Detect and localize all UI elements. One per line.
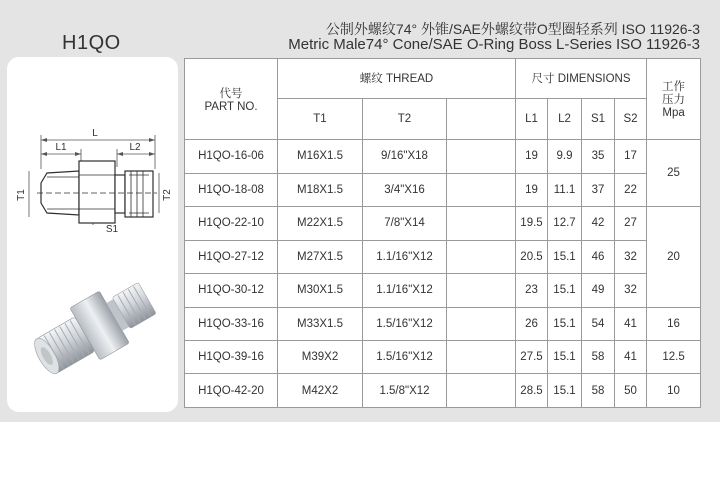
cell-part: H1QO-39-16 (185, 340, 278, 373)
cell-t2: 1.1/16"X12 (363, 240, 447, 273)
cell-t1: M39X2 (278, 340, 363, 373)
cell-s2: 27 (615, 207, 647, 240)
spec-table (184, 58, 701, 408)
product-code-title: H1QO (62, 32, 121, 54)
col-header-t1: T1 (278, 98, 363, 140)
cell-l2: 15.1 (548, 240, 582, 273)
cell-t2: 1.5/16"X12 (363, 307, 447, 340)
cell-t1: M27X1.5 (278, 240, 363, 273)
dim-label-L: L (92, 128, 98, 139)
cell-t2: 7/8"X14 (363, 207, 447, 240)
cell-t2: 1.1/16"X12 (363, 274, 447, 307)
cell-l2: 11.1 (548, 173, 582, 206)
cell-blank (447, 173, 516, 206)
cell-s1: 35 (582, 140, 615, 173)
fitting-drawing (7, 57, 178, 412)
cell-blank (447, 340, 516, 373)
pressure-header-cn2: 压力 (662, 94, 686, 106)
cell-l1: 27.5 (516, 340, 548, 373)
dim-label-L2: L2 (129, 142, 141, 153)
cell-blank (447, 240, 516, 273)
cell-s1: 58 (582, 340, 615, 373)
cell-part: H1QO-30-12 (185, 274, 278, 307)
col-header-s1: S1 (582, 98, 615, 140)
cell-blank (447, 374, 516, 408)
cell-t2: 1.5/8"X12 (363, 374, 447, 408)
cell-part: H1QO-42-20 (185, 374, 278, 408)
cell-part: H1QO-16-06 (185, 140, 278, 173)
cell-s2: 41 (615, 307, 647, 340)
cell-l2: 9.9 (548, 140, 582, 173)
spec-table-container (184, 58, 700, 408)
col-header-t2: T2 (363, 98, 447, 140)
cell-l1: 23 (516, 274, 548, 307)
table-row (185, 140, 701, 173)
cell-blank (447, 207, 516, 240)
cell-l2: 15.1 (548, 274, 582, 307)
cell-blank (447, 307, 516, 340)
cell-t1: M42X2 (278, 374, 363, 408)
cell-s1: 58 (582, 374, 615, 408)
cell-l2: 12.7 (548, 207, 582, 240)
cell-s1: 49 (582, 274, 615, 307)
cell-t2: 3/4"X16 (363, 173, 447, 206)
dim-label-L1: L1 (55, 142, 67, 153)
thread-group-header: 螺纹 THREAD (278, 59, 516, 99)
cell-t1: M33X1.5 (278, 307, 363, 340)
cell-s2: 41 (615, 340, 647, 373)
cell-s2: 50 (615, 374, 647, 408)
cell-l1: 19 (516, 140, 548, 173)
cell-l1: 19.5 (516, 207, 548, 240)
cell-l2: 15.1 (548, 340, 582, 373)
cell-s2: 32 (615, 240, 647, 273)
cell-s1: 37 (582, 173, 615, 206)
pressure-header-cn1: 工作 (662, 81, 686, 93)
dim-label-T2: T2 (162, 189, 173, 201)
dim-label-S1: S1 (105, 224, 119, 235)
cell-l2: 15.1 (548, 374, 582, 408)
table-row (185, 374, 701, 408)
fitting-photo (25, 272, 162, 386)
cell-pressure: 10 (647, 374, 701, 408)
cell-pressure: 20 (647, 207, 701, 307)
col-header-s2: S2 (615, 98, 647, 140)
dimensions-group-header: 尺寸 DIMENSIONS (516, 59, 647, 99)
cell-pressure: 12.5 (647, 340, 701, 373)
cell-blank (447, 274, 516, 307)
cell-l2: 15.1 (548, 307, 582, 340)
cell-l1: 28.5 (516, 374, 548, 408)
table-row (185, 274, 701, 307)
cell-t1: M16X1.5 (278, 140, 363, 173)
cell-s2: 32 (615, 274, 647, 307)
col-header-blank (447, 98, 516, 140)
part-no-header (185, 59, 278, 140)
table-header-row-1 (185, 59, 701, 99)
col-header-l1: L1 (516, 98, 548, 140)
table-row (185, 207, 701, 240)
cell-s2: 17 (615, 140, 647, 173)
cell-part: H1QO-18-08 (185, 173, 278, 206)
cell-part: H1QO-27-12 (185, 240, 278, 273)
cell-t2: 1.5/16"X12 (363, 340, 447, 373)
cell-s2: 22 (615, 173, 647, 206)
table-row (185, 173, 701, 206)
cell-t1: M22X1.5 (278, 207, 363, 240)
cell-l1: 26 (516, 307, 548, 340)
table-row (185, 240, 701, 273)
cell-part: H1QO-22-10 (185, 207, 278, 240)
title-english: Metric Male74° Cone/SAE O-Ring Boss L-Series ISO 11926-3 (288, 36, 700, 53)
table-row (185, 307, 701, 340)
cell-t1: M30X1.5 (278, 274, 363, 307)
cell-s1: 54 (582, 307, 615, 340)
cell-s1: 46 (582, 240, 615, 273)
cell-part: H1QO-33-16 (185, 307, 278, 340)
cell-s1: 42 (582, 207, 615, 240)
pressure-header-unit: Mpa (662, 107, 685, 119)
cell-l1: 19 (516, 173, 548, 206)
part-no-header-cn: 代号 (219, 88, 243, 101)
col-header-l2: L2 (548, 98, 582, 140)
part-no-header-en: PART NO. (204, 101, 258, 114)
product-image-card (7, 57, 178, 412)
cell-l1: 20.5 (516, 240, 548, 273)
pressure-header (647, 59, 701, 140)
dim-label-T1: T1 (16, 189, 27, 201)
table-row (185, 340, 701, 373)
cell-t1: M18X1.5 (278, 173, 363, 206)
cell-pressure: 25 (647, 140, 701, 207)
cell-blank (447, 140, 516, 173)
title-chinese: 公制外螺纹74° 外锥/SAE外螺纹带O型圈轻系列 ISO 11926-3 (325, 21, 700, 37)
cell-t2: 9/16"X18 (363, 140, 447, 173)
cell-pressure: 16 (647, 307, 701, 340)
